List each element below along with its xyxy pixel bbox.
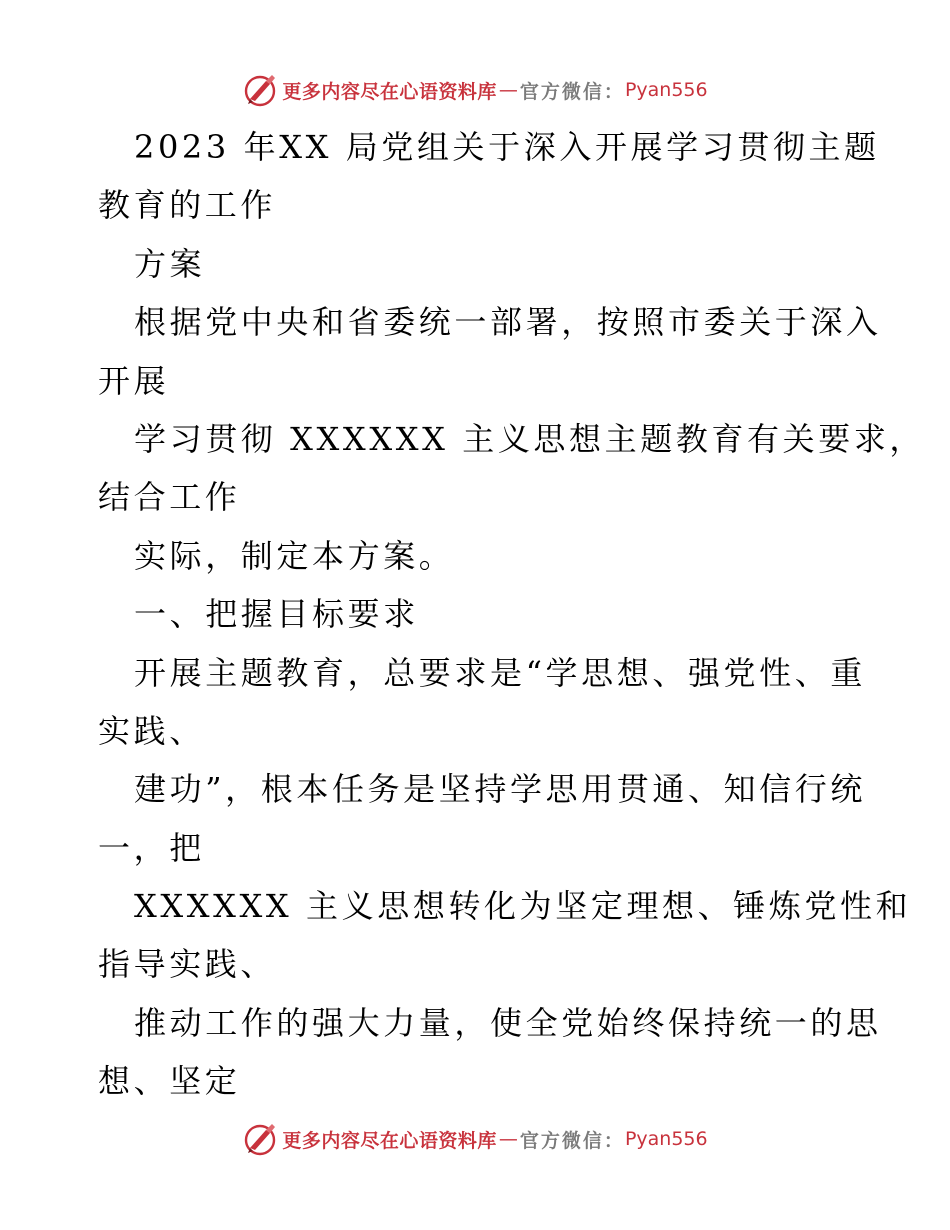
paragraph-line: 建功”，根本任务是坚持学思用贯通、知信行统: [134, 770, 866, 809]
pen-logo-icon: [242, 1121, 278, 1157]
banner-dash: —: [498, 79, 518, 101]
pen-logo-icon: [242, 72, 278, 108]
document-body: [98, 118, 926, 1111]
paragraph-line: 推动工作的强大力量，使全党始终保持统一的思: [134, 1003, 882, 1042]
banner-wechat-id: Pyan556: [624, 1128, 708, 1150]
paragraph-line: 学习贯彻 XXXXXX 主义思想主题教育有关要求，: [134, 419, 926, 458]
title-line-2: 教育的工作: [98, 186, 277, 225]
banner-wechat-label: 官方微信：: [519, 1129, 625, 1152]
paragraph-line: 一，把: [98, 828, 205, 867]
title-line-1: 2023 年XX 局党组关于深入开展学习贯彻主题: [134, 128, 880, 166]
paragraph-line: 开展主题教育，总要求是“学思想、强党性、重: [134, 653, 866, 692]
banner-wechat-id: Pyan556: [624, 79, 708, 101]
title-line-3: 方案: [134, 244, 206, 283]
section-heading: 一、把握目标要求: [134, 595, 419, 634]
banner-wechat-label: 官方微信：: [519, 80, 625, 103]
paragraph-line: 实际，制定本方案。: [134, 536, 455, 575]
paragraph-line: XXXXXX 主义思想转化为坚定理想、锤炼党性和: [134, 887, 912, 926]
header-watermark-banner: [0, 70, 950, 110]
banner-red-text: 更多内容尽在心语资料库: [282, 80, 497, 103]
banner-dash: —: [498, 1128, 518, 1150]
paragraph-line: 结合工作: [98, 478, 241, 517]
paragraph-line: 想、坚定: [98, 1062, 241, 1101]
paragraph-line: 开展: [98, 361, 170, 400]
banner-red-text: 更多内容尽在心语资料库: [282, 1129, 497, 1152]
footer-watermark-banner: [0, 1119, 950, 1159]
paragraph-line: 实践、: [98, 711, 205, 750]
paragraph-line: 指导实践、: [98, 945, 277, 984]
paragraph-line: 根据党中央和省委统一部署，按照市委关于深入: [134, 303, 882, 342]
